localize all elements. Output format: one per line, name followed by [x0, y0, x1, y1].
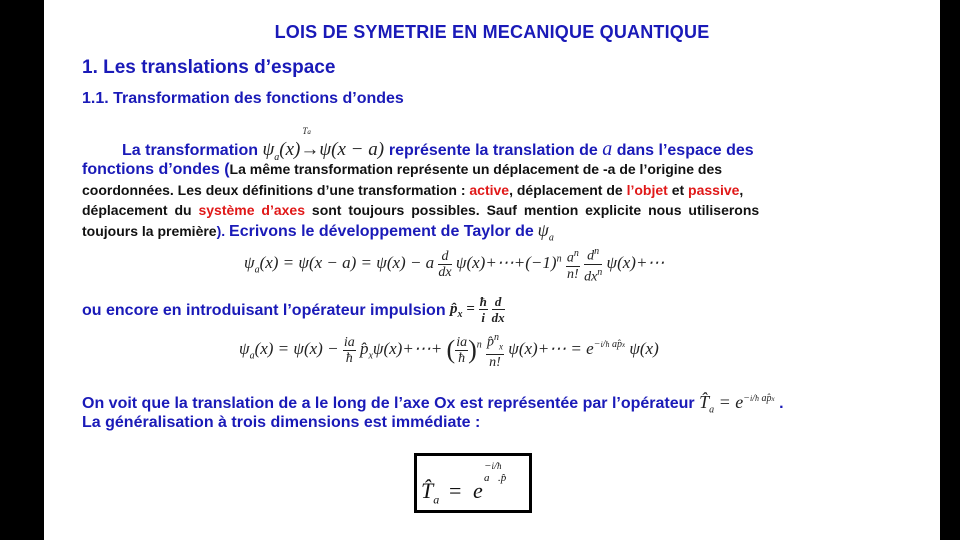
- conclusion-line-2: La généralisation à trois dimensions est immédiate :: [82, 414, 481, 431]
- paragraph-line-3: [82, 182, 862, 198]
- section-heading: 1. Les translations d’espace: [82, 57, 336, 78]
- text-ecrivons: Ecrivons le développement de Taylor de: [229, 223, 534, 240]
- text-coordonnees: coordonnées. Les deux définitions d’une transformation :: [82, 182, 466, 198]
- text-passive: passive: [688, 182, 740, 198]
- translation-operator-formula: $T̂_a = e^{-i/ħ ap̂x}$: [699, 392, 775, 416]
- text-represente: représente la translation de: [388, 142, 598, 159]
- conclusion-line-1: On voit que la translation de a le long de l’axe Ox est représentée par l’opérateur $T̂_a = e^{-i/ħ ap̂x}$ .: [82, 392, 784, 416]
- paragraph-line-5: [82, 220, 862, 244]
- document-page: [44, 0, 940, 540]
- taylor-equation: $\psi_a(x) = \psi(x - a) = \psi(x) - a$ $\frac{d}{dx}$ $\psi(x)+\cdots+(-1)^n$ $\frac{a^n}{n!}$ $\frac{d^n}{dx^n}$ ψ(x)+⋯: [244, 246, 665, 285]
- paragraph-line-2: [82, 161, 862, 179]
- subsection-heading: 1.1. Transformation des fonctions d’ondes: [82, 90, 404, 107]
- text-et: et: [671, 182, 685, 198]
- text-meme-transformation: La même transformation représente un déplacement de -a de l’origine des: [229, 161, 723, 177]
- text-objet: l’objet: [626, 182, 668, 198]
- text-systeme-axes: système d’axes: [198, 202, 306, 218]
- text-active: active: [469, 182, 510, 198]
- text-fonctions-ondes: fonctions d’ondes (: [82, 161, 230, 178]
- text-on-voit: On voit que la translation de a le long de l’axe Ox est représentée par l’opérateur: [82, 395, 695, 412]
- variable-a: a: [602, 138, 613, 160]
- text-sont-toujours: sont toujours possibles. Sauf mention explicite nous utiliserons: [311, 202, 760, 218]
- psi-a-symbol: $\psi_a$: [537, 220, 554, 244]
- text-comma: ,: [739, 182, 744, 198]
- transformation-formula: $\psi_a(x)\to$ Ta ψ(x − a): [262, 126, 389, 163]
- text-impulsion: ou encore en introduisant l’opérateur impulsion: [82, 301, 446, 319]
- page-title: LOIS DE SYMETRIE EN MECANIQUE QUANTIQUE: [274, 22, 710, 42]
- text-toujours-premiere: toujours la première: [82, 223, 217, 239]
- text-dans-espace: dans l’espace des: [616, 142, 754, 159]
- text-close-paren: ).: [216, 223, 226, 239]
- text-deplacement-de: , déplacement de: [509, 182, 623, 198]
- paragraph-line-1: [122, 126, 862, 163]
- impulsion-line: [82, 296, 862, 327]
- boxed-3d-operator-equation: $T̂_{a⃗}$ = e −i/ħ a⃗.p̂⃗: [414, 453, 532, 513]
- momentum-operator-formula: $p̂_x$ = $\frac{ħ}{i}$ $\frac{d}{dx}$: [450, 294, 505, 325]
- exponential-equation: $\psi_a(x) = \psi(x)$ − $\frac{ia}{ħ}$ $p̂_x\psi(x)+\cdots+$ ( $\frac{ia}{ħ}$ )$^n$ $\frac{p̂^n_x}{n!}$ ψ(x)+⋯ = $e^{-i/ħ ap̂x}$ ψ(x): [239, 332, 659, 371]
- text-deplacement-du: déplacement du: [82, 202, 192, 218]
- paragraph-line-4: [82, 202, 862, 218]
- text-la-transformation: La transformation: [122, 142, 259, 159]
